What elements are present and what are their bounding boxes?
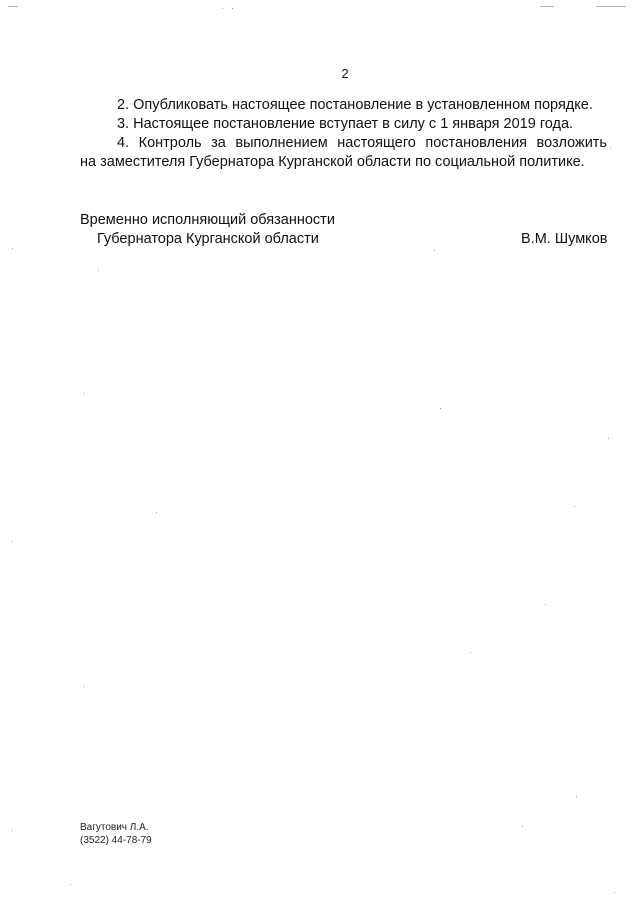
scan-artifact <box>576 796 577 797</box>
paragraph-3-effective-date: 3. Настоящее постановление вступает в силу с 1 января 2019 года. <box>117 116 574 132</box>
scan-artifact <box>232 8 233 9</box>
paragraph-4-control-line1: 4. Контроль за выполнением настоящего постановления возложить <box>117 135 607 151</box>
signatory-title-line2: Губернатора Курганской области <box>97 231 319 247</box>
scan-artifact <box>608 438 609 439</box>
paragraph-2-publish: 2. Опубликовать настоящее постановление в установленном порядке. <box>117 97 593 113</box>
scan-artifact <box>540 6 554 7</box>
scan-artifact <box>84 686 85 687</box>
scan-artifact <box>222 8 223 9</box>
scan-artifact <box>470 652 471 653</box>
paragraph-4-control-line2: на заместителя Губернатора Курганской области по социальной политике. <box>80 154 585 170</box>
scan-artifact <box>12 830 13 831</box>
scan-artifact <box>596 6 626 7</box>
scan-artifact <box>156 512 157 513</box>
scan-artifact <box>610 148 611 149</box>
scan-artifact <box>98 270 99 271</box>
scan-artifact <box>8 6 18 7</box>
executor-phone: (3522) 44-78-79 <box>80 835 152 846</box>
scan-artifact <box>70 884 71 885</box>
scan-artifact <box>84 393 85 394</box>
scan-artifact <box>574 506 575 507</box>
scan-artifact <box>12 248 13 249</box>
signatory-title-line1: Временно исполняющий обязанности <box>80 212 335 228</box>
executor-name: Вагутович Л.А. <box>80 822 149 833</box>
signatory-name: В.М. Шумков <box>521 231 608 247</box>
scan-artifact <box>614 892 615 893</box>
scan-artifact <box>12 541 13 542</box>
page-number: 2 <box>341 66 349 81</box>
scan-artifact <box>434 250 435 251</box>
scan-artifact <box>440 408 441 409</box>
scan-artifact <box>522 826 523 827</box>
scan-artifact <box>545 604 546 605</box>
